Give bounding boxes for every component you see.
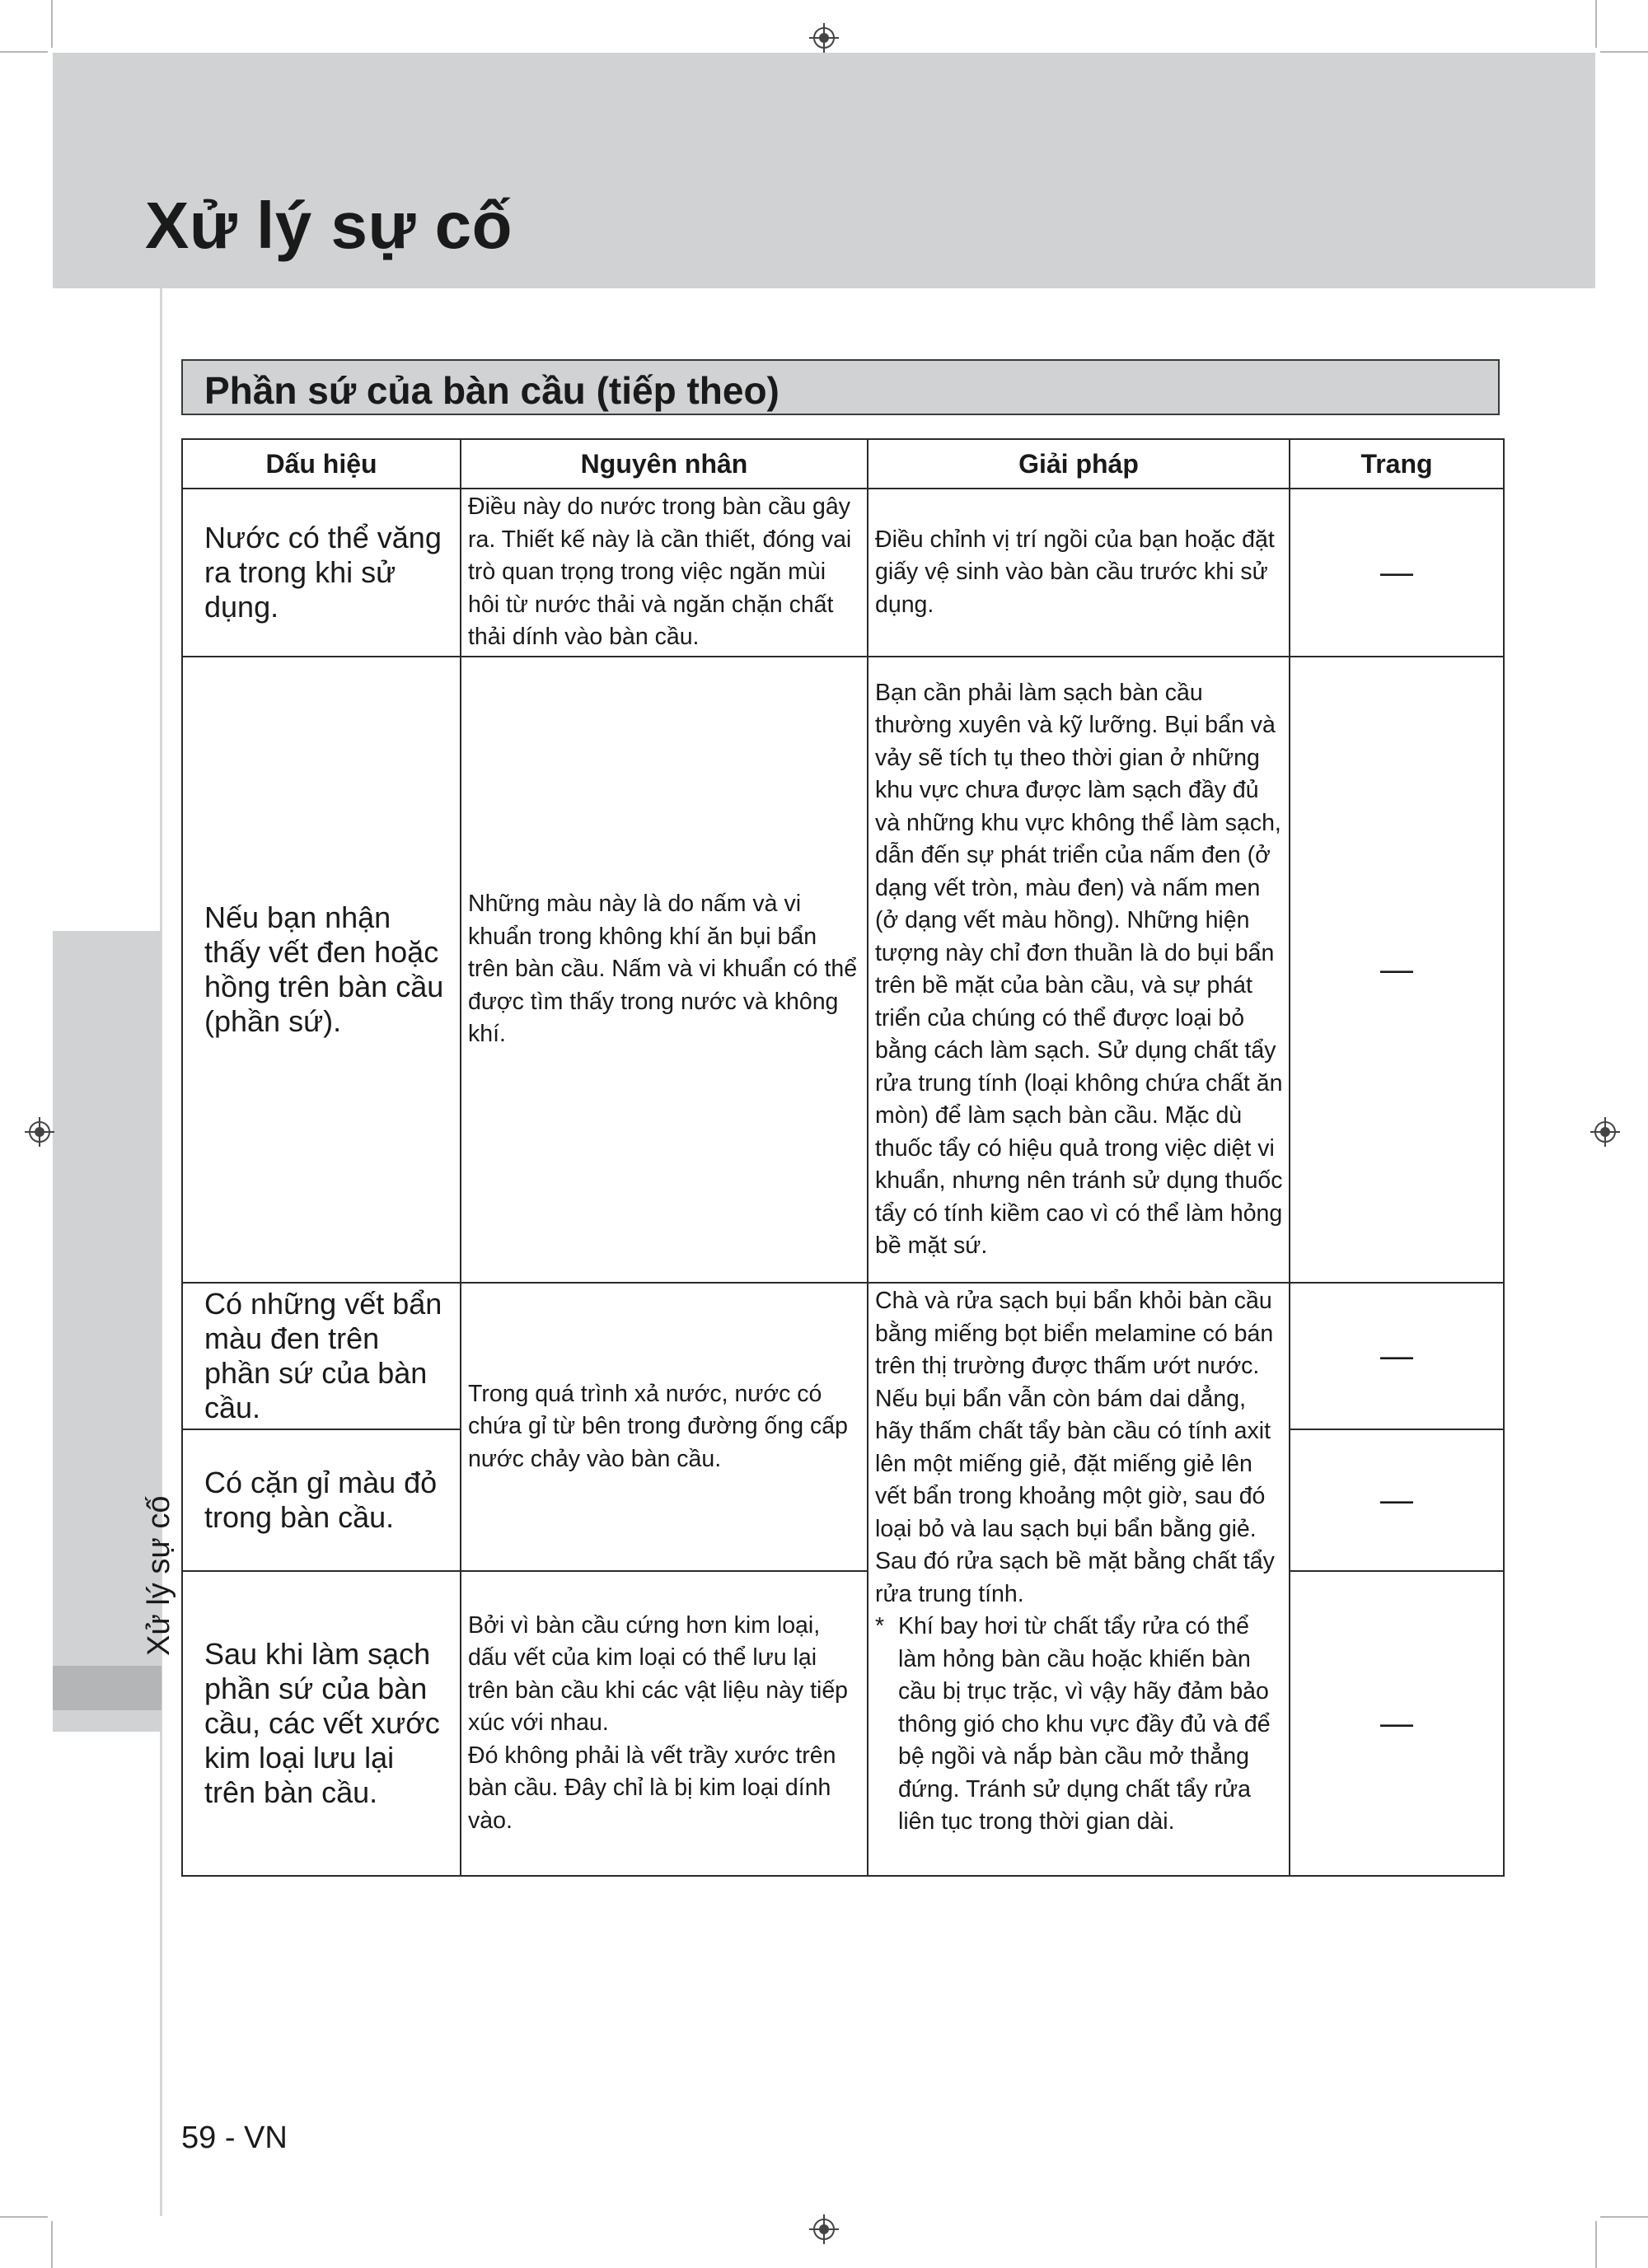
page-ref-cell: — bbox=[1290, 489, 1504, 657]
page-ref-cell: — bbox=[1290, 1283, 1504, 1429]
side-tab-label: Xử lý sự cố bbox=[142, 1495, 176, 1656]
cause-cell: Những màu này là do nấm và vi khuẩn trong không khí ăn bụi bẩn trên bàn cầu. Nấm và vi khuẩn có thể được tìm thấy trong nước và không khí. bbox=[461, 657, 868, 1283]
solution-cell: Bạn cần phải làm sạch bàn cầu thường xuyên và kỹ lưỡng. Bụi bẩn và vảy sẽ tích tụ theo thời gian ở những khu vực chưa được làm sạch đầy đủ và những khu vực không thể làm sạch, dẫn đến sự phát triển của nấm đen (ở dạng vết tròn, màu đen) và nấm men (ở dạng vết màu hồng). Những hiện tượng này chỉ đơn thuần là do bụi bẩn trên bề mặt của bàn cầu, và sự phát triển của chúng có thể được loại bỏ bằng cách làm sạch. Sử dụng chất tẩy rửa trung tính (loại không chứa chất ăn mòn) để làm sạch bàn cầu. Mặc dù thuốc tẩy có hiệu quả trong việc diệt vi khuẩn, nhưng nên tránh sử dụng thuốc tẩy có tính kiềm cao vì có thể làm hỏng bề mặt sứ. bbox=[868, 657, 1290, 1283]
page-number: 59 - VN bbox=[181, 2121, 288, 2155]
registration-mark-icon bbox=[1590, 1117, 1620, 1147]
solution-paragraph: Nếu bụi bẩn vẫn còn bám dai dẳng, hãy thấm chất tẩy bàn cầu có tính axit lên một miếng giẻ, đặt miếng giẻ lên vết bẩn trong khoảng một giờ, sau đó loại bỏ và lau sạch bụi bẩn bằng giẻ. Sau đó rửa sạch bề mặt bằng chất tẩy rửa trung tính. bbox=[875, 1385, 1275, 1607]
cause-paragraph: Đó không phải là vết trầy xước trên bàn cầu. Đây chỉ là bị kim loại dính vào. bbox=[468, 1742, 836, 1834]
header-page: Trang bbox=[1290, 439, 1504, 489]
shared-solution-cell bbox=[868, 1283, 1290, 1876]
symptom-cell: Có những vết bẩn màu đen trên phần sứ của bàn cầu. bbox=[182, 1283, 461, 1429]
solution-note bbox=[875, 1611, 1285, 1839]
registration-mark-icon bbox=[809, 23, 839, 53]
cause-cell: Trong quá trình xả nước, nước có chứa gỉ từ bên trong đường ống cấp nước chảy vào bàn cầu. bbox=[461, 1283, 868, 1571]
cause-cell bbox=[461, 1571, 868, 1876]
page-ref-cell: — bbox=[1290, 657, 1504, 1283]
troubleshooting-table bbox=[181, 438, 1505, 1877]
note-asterisk: * bbox=[875, 1613, 885, 1639]
symptom-cell: Nước có thể văng ra trong khi sử dụng. bbox=[182, 489, 461, 657]
section-title: Phần sứ của bàn cầu (tiếp theo) bbox=[204, 369, 780, 412]
cause-cell: Điều này do nước trong bàn cầu gây ra. Thiết kế này là cần thiết, đóng vai trò quan trọng trong việc ngăn mùi hôi từ nước thải và ngăn chặn chất thải dính vào bàn cầu. bbox=[461, 489, 868, 657]
table-row bbox=[182, 1283, 1504, 1429]
symptom-cell: Có cặn gỉ màu đỏ trong bàn cầu. bbox=[182, 1429, 461, 1571]
header-solution: Giải pháp bbox=[868, 439, 1290, 489]
solution-paragraph: Chà và rửa sạch bụi bẩn khỏi bàn cầu bằng miếng bọt biển melamine có bán trên thị trường được thấm ướt nước. bbox=[875, 1288, 1274, 1379]
page-ref-cell: — bbox=[1290, 1429, 1504, 1571]
crop-mark bbox=[0, 2216, 48, 2218]
registration-mark-icon bbox=[809, 2214, 839, 2244]
registration-mark-icon bbox=[25, 1117, 54, 1147]
crop-mark bbox=[1595, 0, 1597, 48]
side-tab-marker bbox=[53, 1666, 162, 1710]
header-cause: Nguyên nhân bbox=[461, 439, 868, 489]
note-text: Khí bay hơi từ chất tẩy rửa có thể làm hỏng bàn cầu hoặc khiến bàn cầu bị trục trặc, vì vậy hãy đảm bảo thông gió cho khu vực đầy đủ và để bệ ngồi và nắp bàn cầu mở thẳng đứng. Tránh sử dụng chất tẩy rửa liên tục trong thời gian dài. bbox=[898, 1613, 1271, 1835]
table-row bbox=[182, 1571, 1504, 1876]
crop-mark bbox=[51, 0, 53, 48]
page-ref-cell: — bbox=[1290, 1571, 1504, 1876]
crop-mark bbox=[0, 51, 48, 53]
page-title: Xử lý sự cố bbox=[145, 189, 513, 262]
crop-mark bbox=[1600, 51, 1648, 53]
crop-mark bbox=[1595, 2221, 1597, 2268]
table-row bbox=[182, 657, 1504, 1283]
symptom-cell: Sau khi làm sạch phần sứ của bàn cầu, các vết xước kim loại lưu lại trên bàn cầu. bbox=[182, 1571, 461, 1876]
crop-mark bbox=[1600, 2216, 1648, 2218]
cause-paragraph: Bởi vì bàn cầu cứng hơn kim loại, dấu vết của kim loại có thể lưu lại trên bàn cầu khi các vật liệu này tiếp xúc với nhau. bbox=[468, 1611, 849, 1737]
crop-mark bbox=[51, 2221, 53, 2268]
header-symptom: Dấu hiệu bbox=[182, 439, 461, 489]
solution-cell: Điều chỉnh vị trí ngồi của bạn hoặc đặt giấy vệ sinh vào bàn cầu trước khi sử dụng. bbox=[868, 489, 1290, 657]
section-heading bbox=[181, 359, 1500, 415]
table-header-row bbox=[182, 439, 1504, 489]
symptom-cell: Nếu bạn nhận thấy vết đen hoặc hồng trên bàn cầu (phần sứ). bbox=[182, 657, 461, 1283]
table-row bbox=[182, 489, 1504, 657]
